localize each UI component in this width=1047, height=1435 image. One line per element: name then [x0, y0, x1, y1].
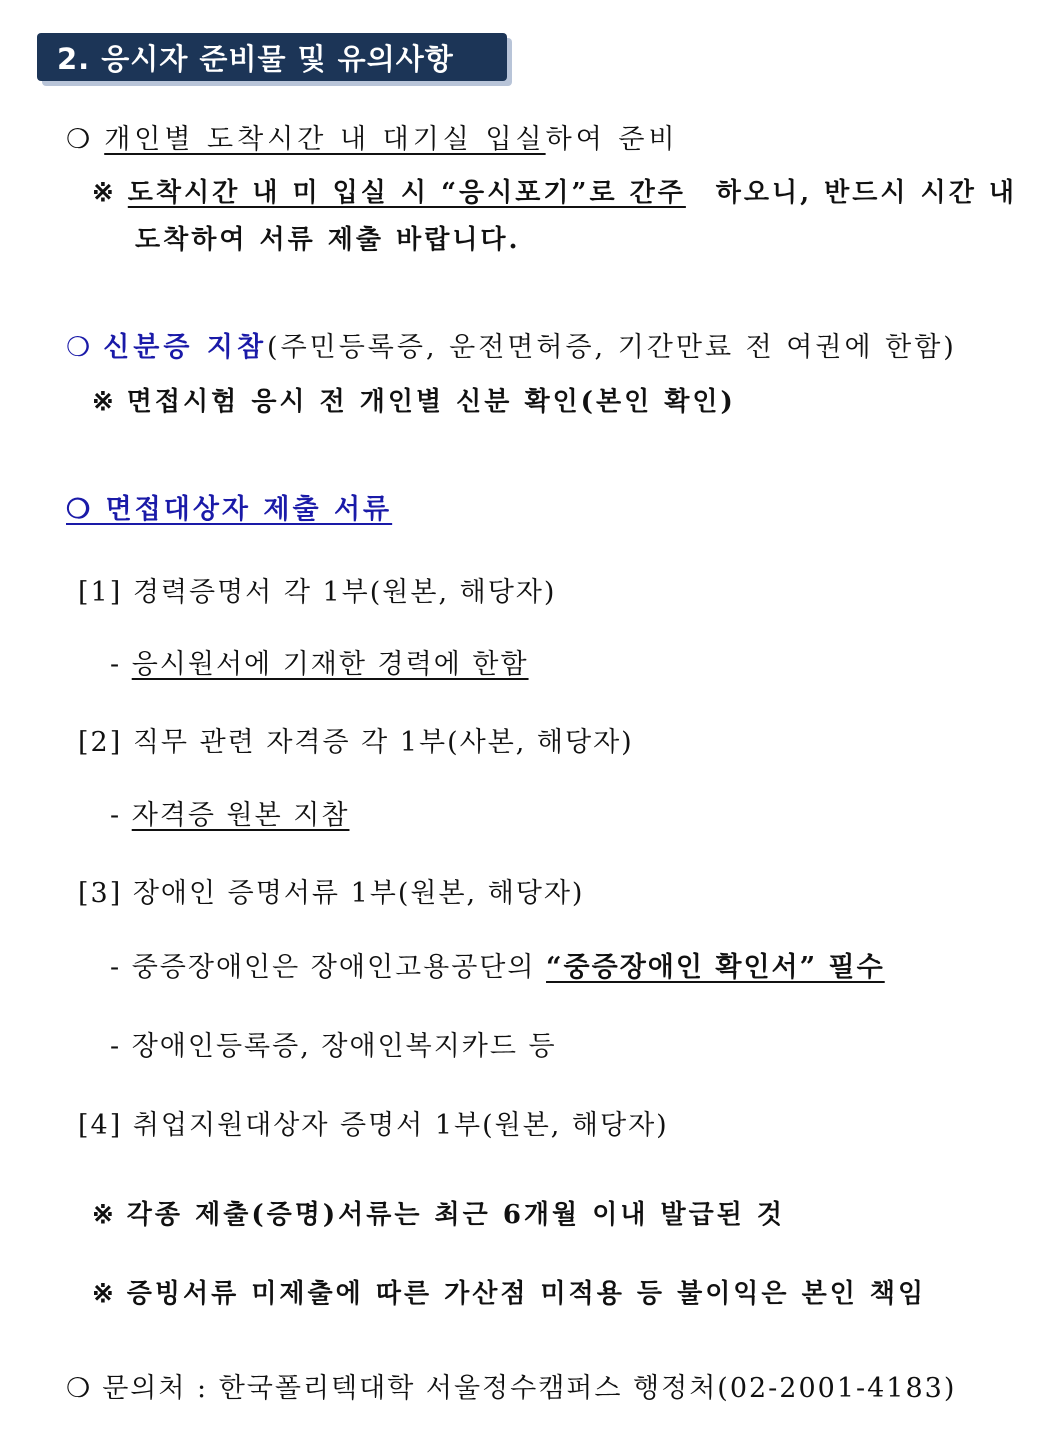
- document-item-2: [2] 직무 관련 자격증 각 1부(사본, 해당자): [78, 727, 634, 758]
- note-symbol: ※: [92, 387, 117, 417]
- id-card-highlight: 신분증 지참: [103, 332, 268, 363]
- document-item-1-sub: [110, 647, 529, 683]
- dash: -: [110, 649, 122, 680]
- bullet-icon: ❍: [66, 332, 94, 363]
- document-item-1: [1] 경력증명서 각 1부(원본, 해당자): [78, 577, 557, 608]
- document-item-3-sub2: [110, 1029, 557, 1065]
- id-card-line: [66, 330, 957, 366]
- document-item-4: [4] 취업지원대상자 증명서 1부(원본, 해당자): [78, 1110, 669, 1141]
- note-symbol: ※: [92, 1279, 117, 1309]
- contact-text: 문의처 : 한국폴리텍대학 서울정수캠퍼스 행정처(02-2001-4183): [102, 1373, 957, 1404]
- dash: -: [110, 800, 122, 831]
- document-item-3-sub-prefix: 중증장애인은 장애인고용공단의: [131, 952, 547, 983]
- note-symbol: ※: [92, 1200, 117, 1230]
- note-symbol: ※: [92, 178, 114, 208]
- documents-note-2-text: 증빙서류 미제출에 따른 가산점 미적용 등 불이익은 본인 책임: [126, 1279, 927, 1309]
- arrival-rest: 하여 준비: [545, 124, 679, 155]
- documents-note-2: [92, 1276, 926, 1312]
- documents-heading: ❍ 면접대상자 제출 서류: [66, 494, 393, 525]
- document-item-3-sub2-text: 장애인등록증, 장애인복지카드 등: [131, 1031, 557, 1062]
- document-item-1-sub-text: 응시원서에 기재한 경력에 한함: [131, 649, 529, 680]
- arrival-line: [66, 122, 679, 158]
- arrival-note-rest: 하오니, 반드시 시간 내: [715, 178, 1017, 208]
- arrival-underlined: 개인별 도착시간 내 대기실 입실: [104, 124, 546, 155]
- arrival-note-underlined: 도착시간 내 미 입실 시 “응시포기”로 간주: [127, 178, 686, 208]
- section-title-box: [37, 33, 507, 81]
- dash: -: [110, 952, 122, 983]
- arrival-note-line1: [92, 175, 1017, 211]
- contact-line: [66, 1371, 956, 1407]
- documents-note-1: [92, 1197, 785, 1233]
- document-item-3: [3] 장애인 증명서류 1부(원본, 해당자): [78, 878, 585, 909]
- id-card-note: [92, 384, 736, 420]
- documents-note-1-text: 각종 제출(증명)서류는 최근 6개월 이내 발급된 것: [126, 1200, 786, 1230]
- arrival-note-line2: 도착하여 서류 제출 바랍니다.: [135, 225, 521, 255]
- id-card-note-text: 면접시험 응시 전 개인별 신분 확인(본인 확인): [126, 387, 736, 417]
- document-item-3-sub-bold: “중증장애인 확인서” 필수: [546, 952, 885, 983]
- id-card-rest: (주민등록증, 운전면허증, 기간만료 전 여권에 한함): [267, 332, 957, 363]
- bullet-icon: ❍: [66, 1373, 93, 1404]
- bullet-icon: ❍: [66, 124, 95, 155]
- document-item-2-sub-text: 자격증 원본 지참: [131, 800, 350, 831]
- document-item-3-sub: [110, 950, 885, 986]
- section-title: 2. 응시자 준비물 및 유의사항: [57, 41, 454, 76]
- document-item-2-sub: [110, 798, 349, 834]
- dash: -: [110, 1031, 122, 1062]
